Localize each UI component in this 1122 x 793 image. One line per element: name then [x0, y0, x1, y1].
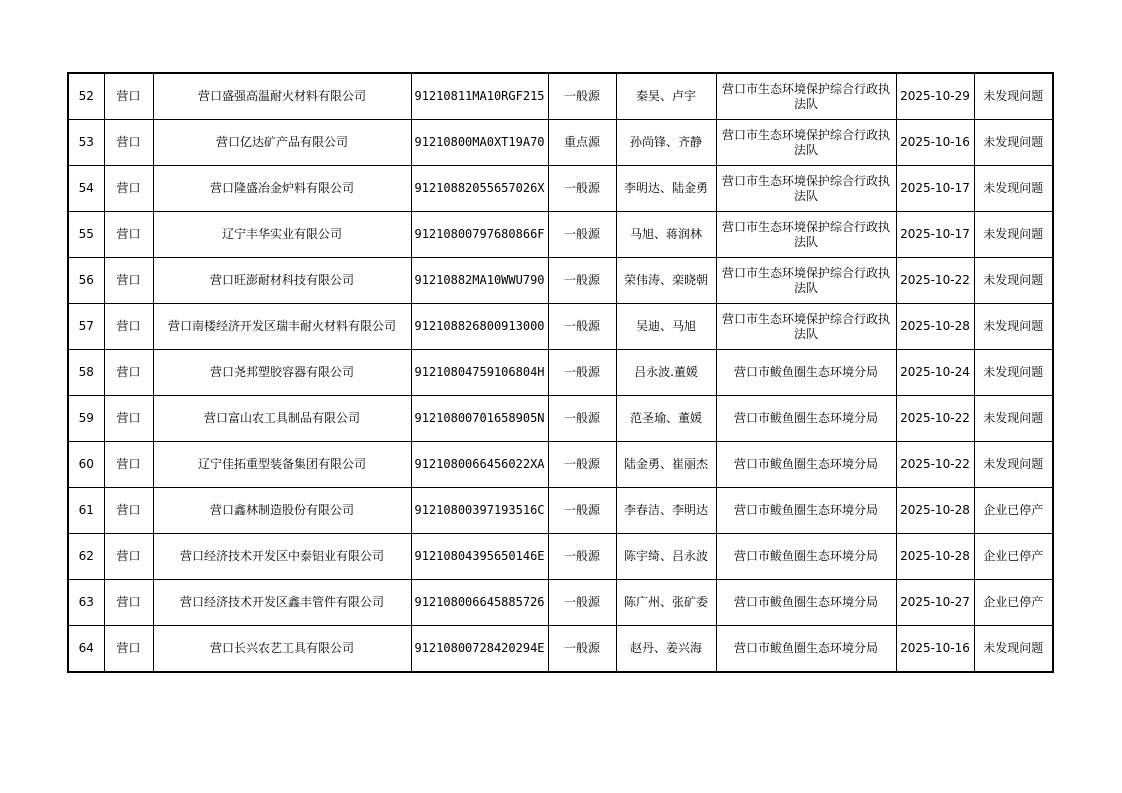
- company-name-cell: 营口经济技术开发区中泰铝业有限公司: [153, 534, 411, 580]
- result-cell: 未发现问题: [974, 350, 1053, 396]
- inspectors-cell: 荣伟涛、栾晓朝: [616, 258, 716, 304]
- inspectors-cell: 吕永波.董媛: [616, 350, 716, 396]
- inspection-date-cell: 2025-10-28: [896, 488, 974, 534]
- row-number: 53: [68, 120, 104, 166]
- row-number: 60: [68, 442, 104, 488]
- source-type-cell: 一般源: [548, 442, 616, 488]
- company-name-cell: 辽宁丰华实业有限公司: [153, 212, 411, 258]
- source-type-cell: 一般源: [548, 212, 616, 258]
- city-cell: 营口: [104, 166, 153, 212]
- credit-code-cell: 91210800797680866F: [411, 212, 548, 258]
- source-type-cell: 一般源: [548, 534, 616, 580]
- agency-cell: 营口市生态环境保护综合行政执法队: [716, 120, 896, 166]
- result-cell: 未发现问题: [974, 626, 1053, 673]
- result-cell: 企业已停产: [974, 488, 1053, 534]
- company-name-cell: 营口隆盛冶金炉料有限公司: [153, 166, 411, 212]
- source-type-cell: 一般源: [548, 304, 616, 350]
- row-number: 61: [68, 488, 104, 534]
- inspection-date-cell: 2025-10-16: [896, 120, 974, 166]
- agency-cell: 营口市鲅鱼圈生态环境分局: [716, 580, 896, 626]
- agency-cell: 营口市生态环境保护综合行政执法队: [716, 166, 896, 212]
- inspectors-cell: 赵丹、姜兴海: [616, 626, 716, 673]
- inspection-date-cell: 2025-10-16: [896, 626, 974, 673]
- credit-code-cell: 91210882055657026X: [411, 166, 548, 212]
- company-name-cell: 营口旺澎耐材科技有限公司: [153, 258, 411, 304]
- result-cell: 未发现问题: [974, 166, 1053, 212]
- agency-cell: 营口市生态环境保护综合行政执法队: [716, 212, 896, 258]
- inspection-date-cell: 2025-10-28: [896, 304, 974, 350]
- table-row: [68, 488, 1053, 534]
- inspection-date-cell: 2025-10-22: [896, 396, 974, 442]
- agency-cell: 营口市鲅鱼圈生态环境分局: [716, 350, 896, 396]
- credit-code-cell: 91210804395650146E: [411, 534, 548, 580]
- table-row: [68, 626, 1053, 673]
- credit-code-cell: 912108826800913000: [411, 304, 548, 350]
- row-number: 57: [68, 304, 104, 350]
- source-type-cell: 一般源: [548, 73, 616, 120]
- company-name-cell: 营口富山农工具制品有限公司: [153, 396, 411, 442]
- result-cell: 未发现问题: [974, 120, 1053, 166]
- table-row: [68, 73, 1053, 120]
- inspectors-cell: 陆金勇、崔丽杰: [616, 442, 716, 488]
- row-number: 59: [68, 396, 104, 442]
- inspection-date-cell: 2025-10-17: [896, 212, 974, 258]
- credit-code-cell: 91210804759106804H: [411, 350, 548, 396]
- agency-cell: 营口市鲅鱼圈生态环境分局: [716, 534, 896, 580]
- company-name-cell: 营口经济技术开发区鑫丰管件有限公司: [153, 580, 411, 626]
- agency-cell: 营口市鲅鱼圈生态环境分局: [716, 396, 896, 442]
- city-cell: 营口: [104, 120, 153, 166]
- credit-code-cell: 91210800728420294E: [411, 626, 548, 673]
- city-cell: 营口: [104, 350, 153, 396]
- result-cell: 企业已停产: [974, 534, 1053, 580]
- agency-cell: 营口市生态环境保护综合行政执法队: [716, 258, 896, 304]
- inspection-date-cell: 2025-10-24: [896, 350, 974, 396]
- inspection-date-cell: 2025-10-17: [896, 166, 974, 212]
- source-type-cell: 重点源: [548, 120, 616, 166]
- table-row: [68, 534, 1053, 580]
- source-type-cell: 一般源: [548, 166, 616, 212]
- table-row: [68, 580, 1053, 626]
- company-name-cell: 营口鑫林制造股份有限公司: [153, 488, 411, 534]
- agency-cell: 营口市鲅鱼圈生态环境分局: [716, 488, 896, 534]
- city-cell: 营口: [104, 304, 153, 350]
- company-name-cell: 辽宁佳拓重型装备集团有限公司: [153, 442, 411, 488]
- row-number: 58: [68, 350, 104, 396]
- company-name-cell: 营口尧邦塑胶容器有限公司: [153, 350, 411, 396]
- source-type-cell: 一般源: [548, 350, 616, 396]
- row-number: 63: [68, 580, 104, 626]
- table-row: [68, 442, 1053, 488]
- city-cell: 营口: [104, 258, 153, 304]
- table-row: [68, 258, 1053, 304]
- inspection-date-cell: 2025-10-28: [896, 534, 974, 580]
- source-type-cell: 一般源: [548, 580, 616, 626]
- source-type-cell: 一般源: [548, 258, 616, 304]
- city-cell: 营口: [104, 73, 153, 120]
- credit-code-cell: 9121080066456022XA: [411, 442, 548, 488]
- agency-cell: 营口市鲅鱼圈生态环境分局: [716, 442, 896, 488]
- city-cell: 营口: [104, 212, 153, 258]
- credit-code-cell: 912108006645885726: [411, 580, 548, 626]
- credit-code-cell: 91210800701658905N: [411, 396, 548, 442]
- inspection-date-cell: 2025-10-29: [896, 73, 974, 120]
- result-cell: 未发现问题: [974, 73, 1053, 120]
- inspectors-cell: 吴迪、马旭: [616, 304, 716, 350]
- credit-code-cell: 91210800397193516C: [411, 488, 548, 534]
- inspection-date-cell: 2025-10-27: [896, 580, 974, 626]
- table-body: [68, 73, 1053, 672]
- inspectors-cell: 陈宇绮、吕永波: [616, 534, 716, 580]
- row-number: 55: [68, 212, 104, 258]
- inspection-records-table: [67, 72, 1054, 673]
- city-cell: 营口: [104, 442, 153, 488]
- agency-cell: 营口市鲅鱼圈生态环境分局: [716, 626, 896, 673]
- row-number: 52: [68, 73, 104, 120]
- company-name-cell: 营口亿达矿产品有限公司: [153, 120, 411, 166]
- city-cell: 营口: [104, 580, 153, 626]
- inspectors-cell: 秦昊、卢宇: [616, 73, 716, 120]
- agency-cell: 营口市生态环境保护综合行政执法队: [716, 73, 896, 120]
- credit-code-cell: 91210811MA10RGF215: [411, 73, 548, 120]
- row-number: 62: [68, 534, 104, 580]
- credit-code-cell: 91210882MA10WWU790: [411, 258, 548, 304]
- table-row: [68, 350, 1053, 396]
- company-name-cell: 营口南楼经济开发区瑞丰耐火材料有限公司: [153, 304, 411, 350]
- row-number: 56: [68, 258, 104, 304]
- table-row: [68, 120, 1053, 166]
- result-cell: 未发现问题: [974, 396, 1053, 442]
- inspection-date-cell: 2025-10-22: [896, 258, 974, 304]
- table-row: [68, 166, 1053, 212]
- table-row: [68, 396, 1053, 442]
- inspectors-cell: 李明达、陆金勇: [616, 166, 716, 212]
- city-cell: 营口: [104, 626, 153, 673]
- inspectors-cell: 孙尚锋、齐静: [616, 120, 716, 166]
- company-name-cell: 营口盛强高温耐火材料有限公司: [153, 73, 411, 120]
- result-cell: 未发现问题: [974, 212, 1053, 258]
- city-cell: 营口: [104, 488, 153, 534]
- city-cell: 营口: [104, 534, 153, 580]
- table-row: [68, 304, 1053, 350]
- city-cell: 营口: [104, 396, 153, 442]
- source-type-cell: 一般源: [548, 488, 616, 534]
- inspectors-cell: 马旭、蒋润林: [616, 212, 716, 258]
- source-type-cell: 一般源: [548, 396, 616, 442]
- inspectors-cell: 陈广州、张矿委: [616, 580, 716, 626]
- company-name-cell: 营口长兴农艺工具有限公司: [153, 626, 411, 673]
- agency-cell: 营口市生态环境保护综合行政执法队: [716, 304, 896, 350]
- result-cell: 未发现问题: [974, 442, 1053, 488]
- inspectors-cell: 范圣瑜、董媛: [616, 396, 716, 442]
- result-cell: 企业已停产: [974, 580, 1053, 626]
- inspectors-cell: 李春洁、李明达: [616, 488, 716, 534]
- result-cell: 未发现问题: [974, 304, 1053, 350]
- row-number: 64: [68, 626, 104, 673]
- source-type-cell: 一般源: [548, 626, 616, 673]
- credit-code-cell: 91210800MA0XT19A70: [411, 120, 548, 166]
- table-row: [68, 212, 1053, 258]
- inspection-date-cell: 2025-10-22: [896, 442, 974, 488]
- result-cell: 未发现问题: [974, 258, 1053, 304]
- row-number: 54: [68, 166, 104, 212]
